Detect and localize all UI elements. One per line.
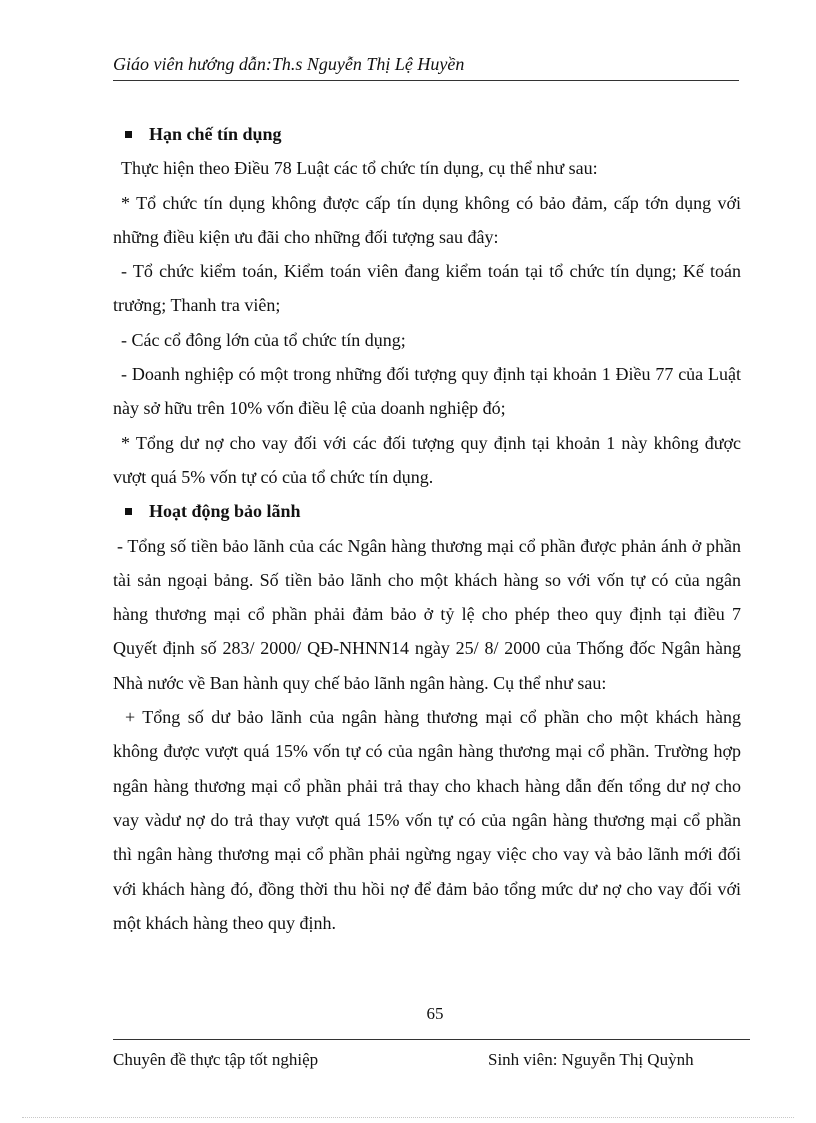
square-bullet-icon [125, 131, 132, 138]
paragraph: * Tổ chức tín dụng không được cấp tín dụng không có bảo đảm, cấp tớn dụng với những điều kiện ưu đãi cho những đối tượng sau đây: [113, 192, 741, 247]
section-heading-credit-limits [113, 117, 741, 151]
paragraph: - Các cổ đông lớn của tổ chức tín dụng; [121, 329, 406, 350]
paragraph: - Tổ chức kiểm toán, Kiểm toán viên đang kiểm toán tại tổ chức tín dụng; Kế toán trưởng; Thanh tra viên; [113, 261, 741, 316]
paragraph: - Tổng số tiền bảo lãnh của các Ngân hàng thương mại cổ phần được phản ánh ở phần tài sản ngoại bảng. Số tiền bảo lãnh cho một khách hàng so với vốn tự có của ngân hàng thương mại cổ phần phải đảm bảo ở tỷ lệ cho phép theo quy định tại điều 7 Quyết định số 283/ 2000/ QĐ-NHNN14 ngày 25/ 8/ 2000 của Thống đốc Ngân hàng Nhà nước về Ban hành quy chế bảo lãnh ngân hàng. Cụ thể như sau: [113, 535, 741, 693]
section-heading-text: Hoạt động bảo lãnh [149, 501, 301, 522]
document-body [113, 117, 741, 940]
paragraph: - Doanh nghiệp có một trong những đối tượng quy định tại khoản 1 Điều 77 của Luật này sở hữu trên 10% vốn điều lệ của doanh nghiệp đó; [113, 364, 741, 419]
footer-divider [113, 1039, 750, 1040]
header-divider [113, 80, 739, 81]
paragraph: + Tổng số dư bảo lãnh của ngân hàng thương mại cổ phần cho một khách hàng không được vượt quá 15% vốn tự có của ngân hàng thương mại cổ phần. Trường hợp ngân hàng thương mại cổ phần phải trả thay cho khach hàng dẫn đến tổng dư nợ cho vay vàdư nợ do trả thay vượt quá 15% vốn tự có của ngân hàng thương mại cổ phần thì ngân hàng thương mại cổ phần phải ngừng ngay việc cho vay và bảo lãnh mới đối với khách hàng đó, đồng thời thu hồi nợ để đảm bảo tổng mức dư nợ cho vay đối với một khách hàng theo quy định. [113, 707, 741, 933]
section-heading-text: Hạn chế tín dụng [149, 124, 282, 144]
page-number: 65 [426, 1004, 444, 1023]
footer-author: Sinh viên: Nguyễn Thị Quỳnh [488, 1050, 694, 1069]
page-bottom-dotted-border [22, 1117, 794, 1118]
paragraph: * Tổng dư nợ cho vay đối với các đối tượng quy định tại khoản 1 này không được vượt quá 5% vốn tự có của tổ chức tín dụng. [113, 432, 741, 487]
paragraph: Thực hiện theo Điều 78 Luật các tổ chức tín dụng, cụ thể như sau: [121, 158, 598, 179]
footer-title: Chuyên đề thực tập tốt nghiệp [113, 1050, 319, 1069]
square-bullet-icon [125, 508, 132, 515]
page-header: Giáo viên hướng dẫn:Th.s Nguyễn Thị Lệ Huyền [113, 54, 465, 74]
section-heading-guarantee [113, 494, 741, 528]
